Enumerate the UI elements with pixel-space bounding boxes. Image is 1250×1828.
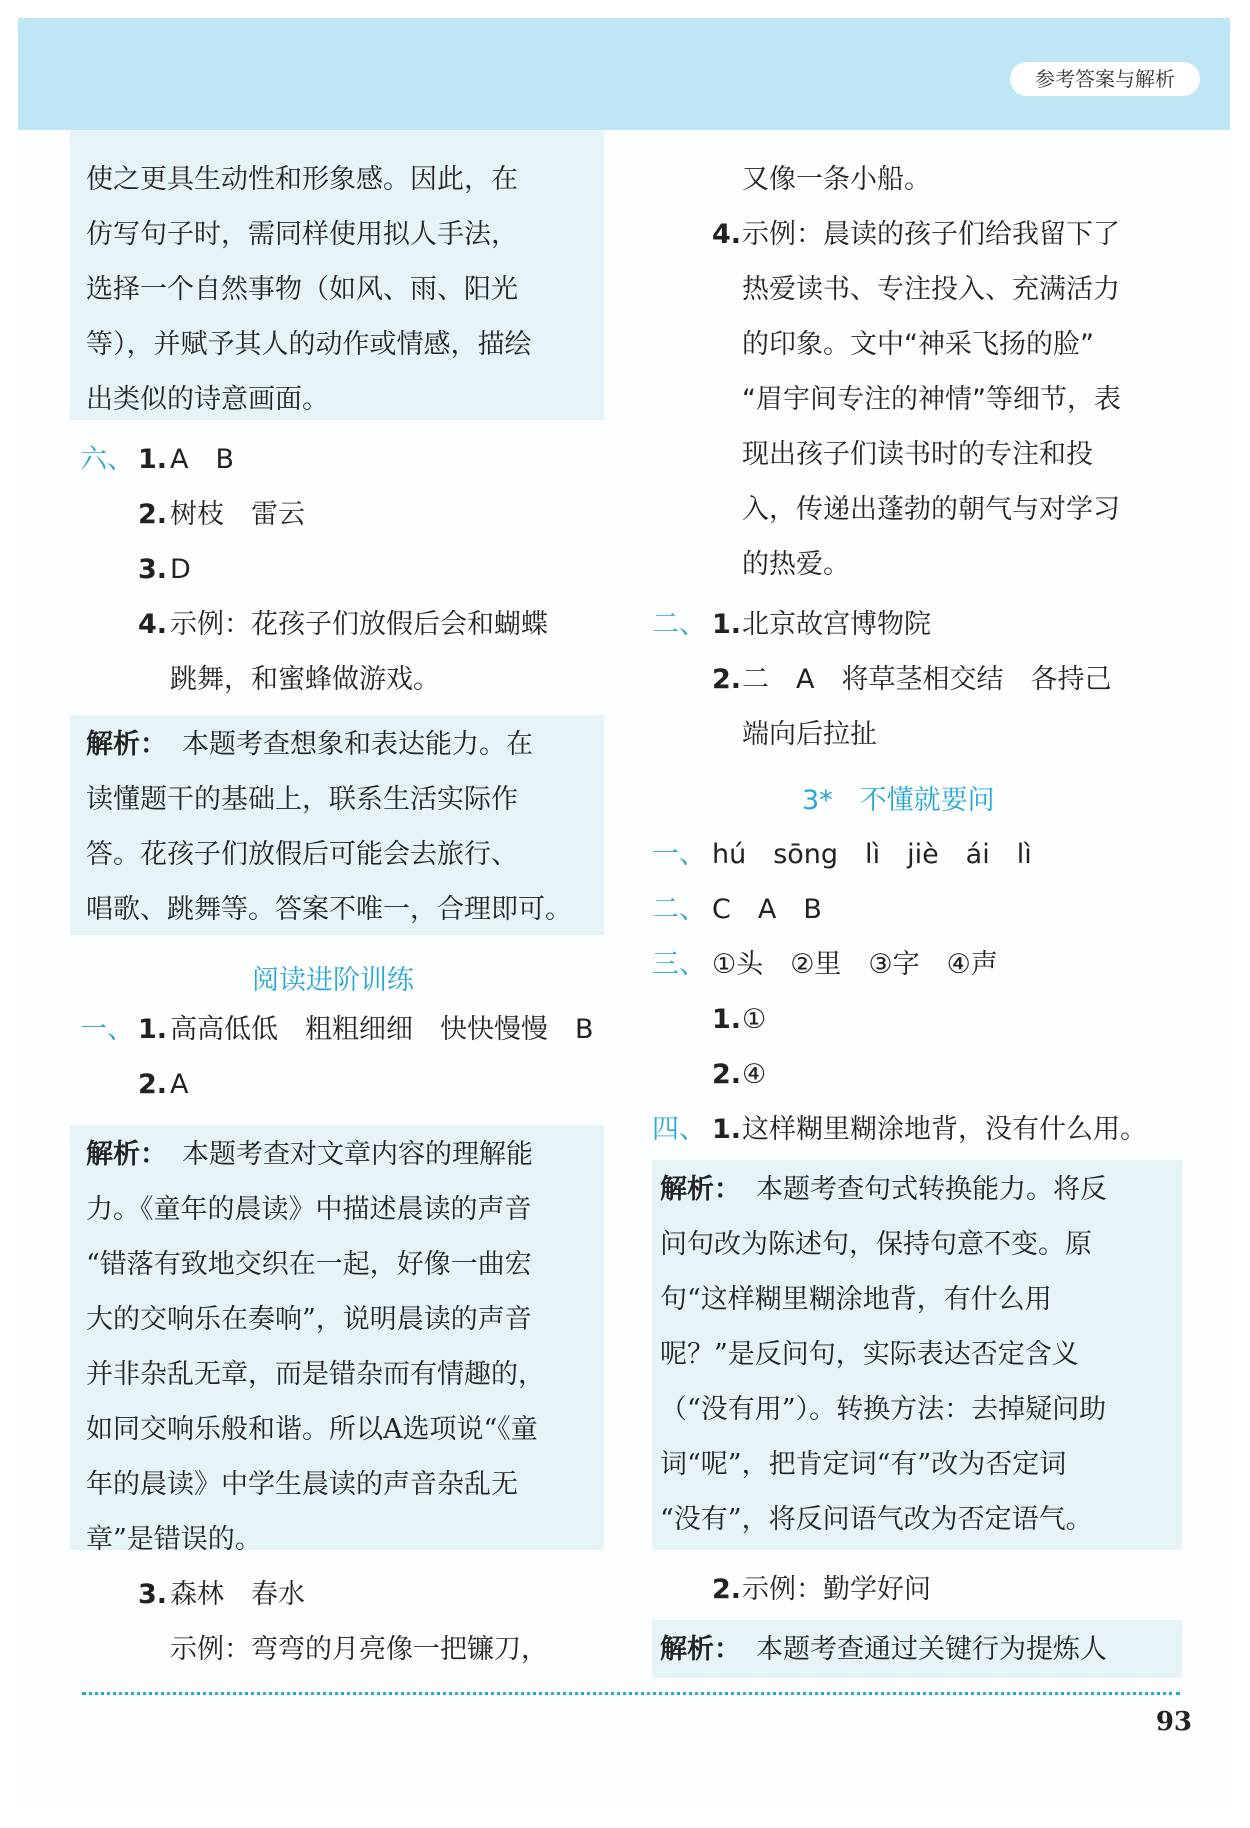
answer-line: 的热爱。 — [742, 549, 850, 580]
footer-divider — [82, 1692, 1180, 1695]
question-label: 二、 — [652, 894, 706, 925]
analysis-line: 力。《童年的晨读》中描述晨读的声音 — [86, 1194, 532, 1225]
analysis-line: 句“这样糊里糊涂地背，有什么用 — [660, 1284, 1052, 1315]
question-label: 二、 — [652, 609, 706, 640]
answer-line: 现出孩子们读书时的专注和投 — [742, 439, 1093, 470]
answer: ④ — [742, 1059, 767, 1090]
answer: 树枝 雷云 — [170, 499, 305, 530]
analysis-line: 出类似的诗意画面。 — [86, 384, 329, 415]
analysis-label: 解析： — [86, 729, 167, 760]
answer-line: 热爱读书、专注投入、充满活力 — [742, 274, 1120, 305]
page-number: 93 — [1155, 1707, 1192, 1737]
analysis-label: 解析： — [660, 1174, 741, 1205]
item-number: 1. — [712, 1004, 742, 1035]
answer: ①头 ②里 ③字 ④声 — [712, 949, 998, 980]
item-number: 2. — [712, 664, 742, 695]
answer-continuation: 示例：弯弯的月亮像一把镰刀， — [170, 1634, 548, 1665]
answer: C A B — [712, 894, 822, 925]
analysis-label: 解析： — [86, 1139, 167, 1170]
analysis-line: 本题考查句式转换能力。将反 — [756, 1174, 1107, 1205]
answer: A — [170, 1069, 189, 1100]
analysis-line: 词“呢”，把肯定词“有”改为否定词 — [660, 1449, 1067, 1480]
analysis-line: 如同交响乐般和谐。所以A选项说“《童 — [86, 1414, 538, 1445]
answer-line: 入，传递出蓬勃的朝气与对学习 — [742, 494, 1120, 525]
answer-pinyin: hú sōng lì jiè ái lì — [712, 839, 1032, 870]
analysis-line: 使之更具生动性和形象感。因此，在 — [86, 164, 518, 195]
answer: D — [170, 554, 191, 585]
analysis-line: 等），并赋予其人的动作或情感，描绘 — [86, 329, 532, 360]
analysis-line: 问句改为陈述句，保持句意不变。原 — [660, 1229, 1092, 1260]
question-label: 四、 — [652, 1114, 706, 1145]
answer: ① — [742, 1004, 767, 1035]
item-number: 1. — [138, 1014, 168, 1045]
analysis-line: 并非杂乱无章，而是错杂而有情趣的， — [86, 1359, 545, 1390]
analysis-line: 答。花孩子们放假后可能会去旅行、 — [86, 839, 518, 870]
analysis-line: 章”是错误的。 — [86, 1524, 262, 1555]
analysis-line: 唱歌、跳舞等。答案不唯一，合理即可。 — [86, 894, 572, 925]
item-number: 2. — [138, 1069, 168, 1100]
question-label: 一、 — [80, 1014, 134, 1045]
question-label: 三、 — [652, 949, 706, 980]
answer: 森林 春水 — [170, 1579, 305, 1610]
question-label: 六、 — [80, 444, 134, 475]
answer-line: 示例：晨读的孩子们给我留下了 — [742, 219, 1120, 250]
answer: 示例：勤学好问 — [742, 1574, 931, 1605]
analysis-line: 选择一个自然事物（如风、雨、阳光 — [86, 274, 518, 305]
answer-line: 的印象。文中“神采飞扬的脸” — [742, 329, 1094, 360]
answer: 高高低低 粗粗细细 快快慢慢 B — [170, 1014, 594, 1045]
answer: A B — [170, 444, 234, 475]
item-number: 3. — [138, 554, 168, 585]
item-number: 2. — [138, 499, 168, 530]
item-number: 4. — [712, 219, 742, 250]
analysis-line: 本题考查对文章内容的理解能 — [182, 1139, 533, 1170]
answer-continuation: 跳舞，和蜜蜂做游戏。 — [170, 664, 440, 695]
item-number: 1. — [138, 444, 168, 475]
analysis-line: 读懂题干的基础上，联系生活实际作 — [86, 784, 518, 815]
analysis-line: （“没有用”）。转换方法：去掉疑问助 — [660, 1394, 1107, 1425]
item-number: 2. — [712, 1574, 742, 1605]
item-number: 4. — [138, 609, 168, 640]
analysis-line: 仿写句子时，需同样使用拟人手法， — [86, 219, 518, 250]
analysis-line: 呢？”是反问句，实际表达否定含义 — [660, 1339, 1079, 1370]
answer: 这样糊里糊涂地背，没有什么用。 — [742, 1114, 1147, 1145]
answer: 二 A 将草茎相交结 各持己 — [742, 664, 1112, 695]
analysis-line: 本题考查通过关键行为提炼人 — [756, 1634, 1107, 1665]
analysis-line: “错落有致地交织在一起，好像一曲宏 — [86, 1249, 532, 1280]
section-tag: 参考答案与解析 — [1010, 62, 1200, 96]
analysis-line: 本题考查想象和表达能力。在 — [182, 729, 533, 760]
analysis-label: 解析： — [660, 1634, 741, 1665]
answer-continuation: 又像一条小船。 — [742, 164, 931, 195]
analysis-line: 大的交响乐在奏响”，说明晨读的声音 — [86, 1304, 532, 1335]
answer: 示例：花孩子们放假后会和蝴蝶 — [170, 609, 548, 640]
answer-line: “眉宇间专注的神情”等细节，表 — [742, 384, 1121, 415]
analysis-line: 年的晨读》中学生晨读的声音杂乱无 — [86, 1469, 518, 1500]
item-number: 1. — [712, 1114, 742, 1145]
item-number: 1. — [712, 609, 742, 640]
question-label: 一、 — [652, 839, 706, 870]
answer: 北京故宫博物院 — [742, 609, 931, 640]
item-number: 2. — [712, 1059, 742, 1090]
answer-continuation: 端向后拉扯 — [742, 719, 877, 750]
analysis-line: “没有”，将反问语气改为否定语气。 — [660, 1504, 1093, 1535]
lesson-title: 3* 不懂就要问 — [802, 785, 995, 816]
item-number: 3. — [138, 1579, 168, 1610]
section-title: 阅读进阶训练 — [252, 965, 414, 996]
